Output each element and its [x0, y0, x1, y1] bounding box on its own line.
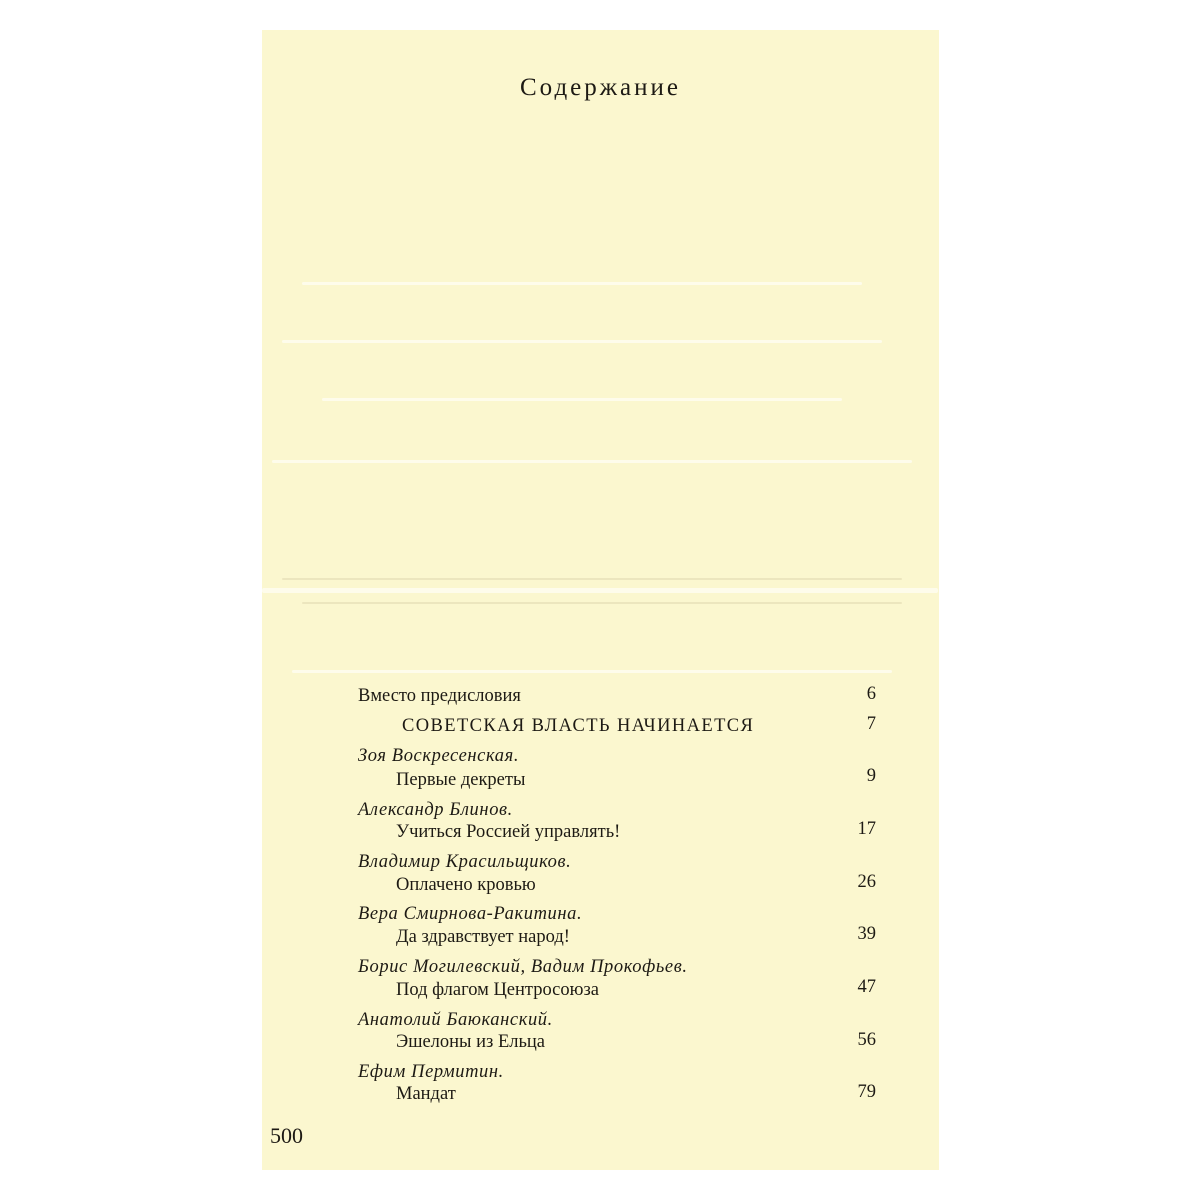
toc-page-number: 7	[866, 714, 876, 734]
toc-page-number: 6	[866, 684, 876, 704]
toc-page-number: 17	[857, 819, 876, 839]
table-of-contents	[262, 30, 939, 1170]
toc-author: Зоя Воскресенская.	[358, 746, 520, 766]
toc-entry-title: Первые декреты	[396, 770, 526, 790]
toc-entry-title: Учиться Россией управлять!	[396, 822, 621, 842]
toc-author: Вера Смирнова-Ракитина.	[358, 904, 583, 924]
toc-author: Владимир Красильщиков.	[358, 852, 572, 872]
toc-page-number: 47	[857, 977, 876, 997]
toc-author: Александр Блинов.	[358, 800, 513, 820]
toc-page-number: 9	[866, 766, 876, 786]
toc-page-number: 26	[857, 872, 876, 892]
toc-author: Анатолий Баюканский.	[358, 1010, 553, 1030]
toc-entry-title: Эшелоны из Ельца	[396, 1032, 546, 1052]
toc-entry-title: Оплачено кровью	[396, 875, 536, 895]
page-folio-number: 500	[270, 1123, 303, 1148]
page-title: Содержание	[520, 74, 681, 101]
toc-author: Борис Могилевский, Вадим Прокофьев.	[358, 957, 688, 977]
toc-entry-title: Под флагом Центросоюза	[396, 980, 599, 1000]
section-heading: СОВЕТСКАЯ ВЛАСТЬ НАЧИНАЕТСЯ	[402, 716, 755, 736]
toc-entry-title: Да здравствует народ!	[396, 927, 570, 947]
toc-entry-title: Вместо предисловия	[358, 686, 521, 706]
toc-page-number: 39	[857, 924, 876, 944]
toc-author: Ефим Пермитин.	[358, 1062, 504, 1082]
toc-entry-title: Мандат	[396, 1084, 456, 1104]
book-page	[262, 30, 939, 1170]
toc-page-number: 56	[857, 1030, 876, 1050]
toc-page-number: 79	[857, 1082, 876, 1102]
